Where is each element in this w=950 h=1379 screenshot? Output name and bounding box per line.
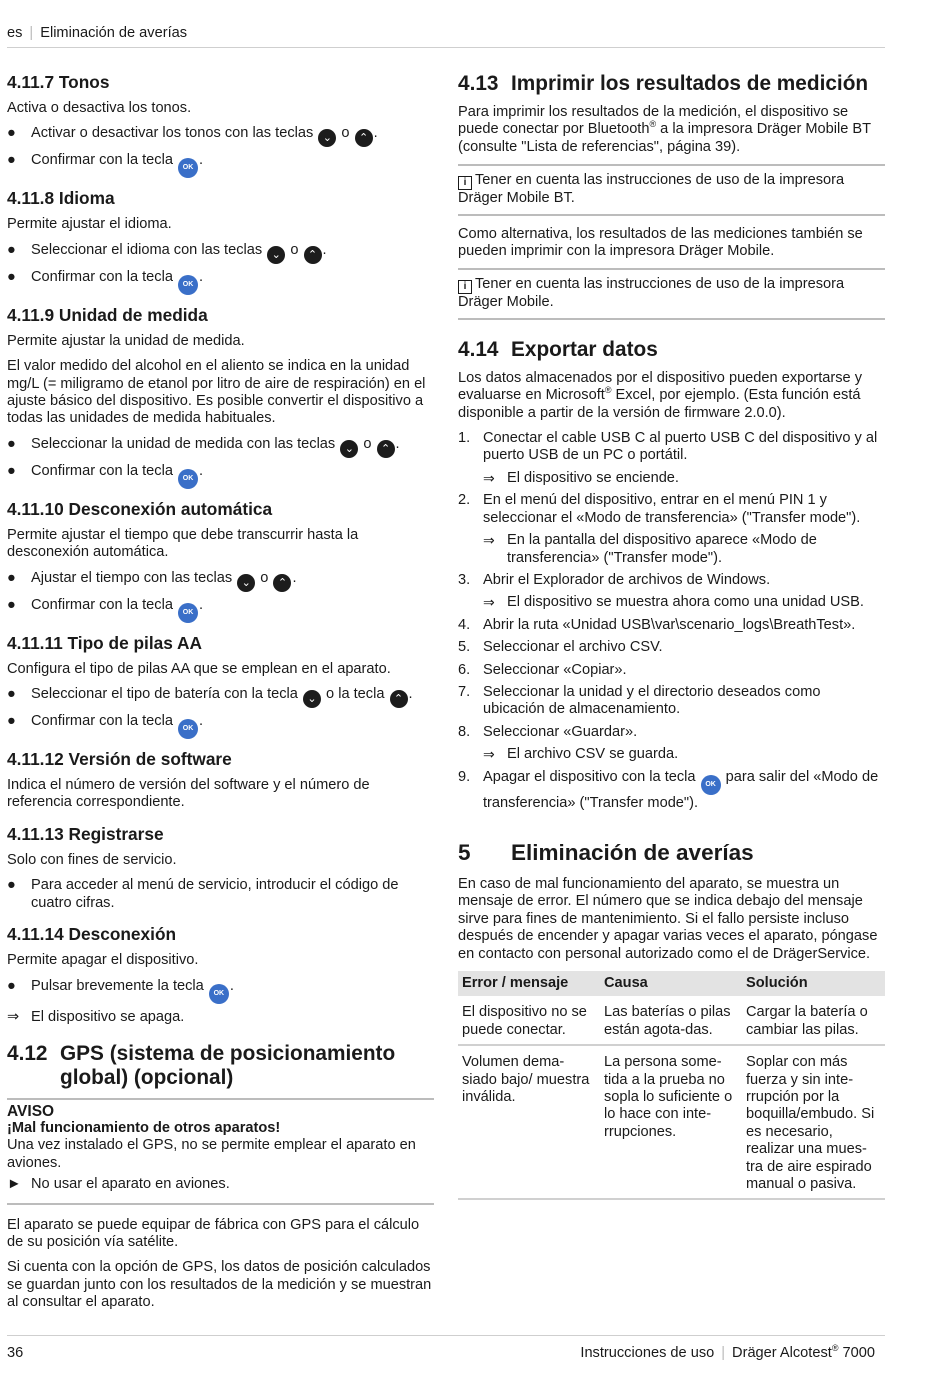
notice-box bbox=[7, 1098, 434, 1205]
page-header bbox=[7, 25, 885, 48]
right-column bbox=[458, 72, 885, 1200]
result-text: El dispositivo se enciende. bbox=[507, 469, 679, 486]
section-4-11-14 bbox=[7, 924, 434, 1026]
arrow-down-key-icon: ⌄ bbox=[340, 440, 358, 458]
info-icon: i bbox=[458, 280, 472, 294]
ok-key-icon: OK bbox=[209, 984, 229, 1004]
step-item bbox=[458, 430, 885, 465]
result-item bbox=[7, 1009, 434, 1026]
table-header-cell: Causa bbox=[600, 971, 742, 996]
section-title: 4.11.9 Unidad de medida bbox=[7, 304, 208, 325]
section-text: Como alternativa, los resultados de las mediciones también se pueden imprimir con la impresora Dräger Mobile. bbox=[458, 225, 863, 260]
bullet-icon: ● bbox=[7, 435, 16, 452]
step-item bbox=[458, 724, 885, 741]
step-text: Apagar el dispositivo con la tecla bbox=[483, 768, 696, 785]
list-item: ● Confirmar con la tecla OK . bbox=[7, 269, 434, 295]
step-item bbox=[458, 492, 885, 527]
section-4-11-12 bbox=[7, 749, 434, 812]
info-icon: i bbox=[458, 176, 472, 190]
step-item bbox=[458, 662, 885, 679]
left-column bbox=[7, 72, 434, 1320]
list-text: Ajustar el tiempo con las teclas bbox=[31, 569, 233, 586]
step-item bbox=[458, 769, 885, 812]
section-title bbox=[7, 1042, 434, 1090]
section-text: Activa o desactiva los tonos. bbox=[7, 100, 192, 116]
arrow-up-key-icon: ⌃ bbox=[355, 129, 373, 147]
step-number: 6. bbox=[458, 661, 471, 678]
arrow-up-key-icon: ⌃ bbox=[273, 574, 291, 592]
header-section: Eliminación de averías bbox=[40, 25, 188, 41]
footer-product: Dräger Alcotest bbox=[732, 1345, 832, 1361]
bullet-icon: ● bbox=[7, 241, 16, 258]
section-4-11-9 bbox=[7, 305, 434, 489]
section-title: 4.11.11 Tipo de pilas AA bbox=[7, 632, 202, 653]
bullet-icon: ● bbox=[7, 596, 16, 613]
bullet-icon: ● bbox=[7, 462, 16, 479]
section-text: Permite ajustar el idioma. bbox=[7, 216, 172, 233]
section-4-11-8 bbox=[7, 188, 434, 294]
list-text: Confirmar con la tecla bbox=[31, 713, 173, 730]
section-title bbox=[458, 72, 885, 96]
arrow-up-key-icon: ⌃ bbox=[390, 690, 408, 708]
arrow-down-key-icon: ⌄ bbox=[303, 690, 321, 708]
arrow-up-key-icon: ⌃ bbox=[304, 246, 322, 264]
arrow-up-key-icon: ⌃ bbox=[377, 440, 395, 458]
list-item: ● Activar o desactivar los tonos con las teclas ⌄ o ⌃ . bbox=[7, 125, 434, 147]
step-number: 7. bbox=[458, 683, 471, 700]
footer-separator: | bbox=[721, 1345, 726, 1361]
step-text: Seleccionar «Guardar». bbox=[483, 723, 638, 740]
section-text: Si cuenta con la opción de GPS, los datos de posición calculados se guardan junto con los resultados de la medición y se muestran al consultar el aparato. bbox=[7, 1259, 432, 1311]
arrow-down-key-icon: ⌄ bbox=[237, 574, 255, 592]
table-header-row bbox=[458, 971, 885, 996]
result-item bbox=[483, 532, 885, 567]
list-text: Seleccionar el idioma con las teclas bbox=[31, 241, 263, 258]
arrow-down-key-icon: ⌄ bbox=[267, 246, 285, 264]
footer-doc bbox=[580, 1345, 875, 1362]
section-text bbox=[458, 370, 885, 422]
table-cell: Cargar la batería o cambiar las pilas. bbox=[742, 996, 885, 1045]
bullet-icon: ● bbox=[7, 569, 16, 586]
list-text: o bbox=[260, 569, 269, 586]
bullet-icon: ● bbox=[7, 713, 16, 730]
section-title-text: GPS (sistema de posicionamiento global) (opcional) bbox=[60, 1041, 396, 1089]
note-text: Tener en cuenta las instrucciones de uso de la impresora Dräger Mobile BT. bbox=[458, 172, 845, 207]
list-text: Seleccionar la unidad de medida con las teclas bbox=[31, 435, 336, 452]
result-arrow-icon: ⇒ bbox=[483, 746, 495, 763]
section-4-13 bbox=[458, 72, 885, 320]
notice-action bbox=[7, 1176, 434, 1193]
section-text: El valor medido del alcohol en el aliento se indica en la unidad mg/L (= miligramo de etanol por litro de aire de respiración) en el ajuste básico del dispositivo. Es posible convertir el dispositivo a todas las unidades de medida habituales. bbox=[7, 358, 426, 427]
page-footer bbox=[7, 1335, 885, 1362]
section-4-12 bbox=[7, 1042, 434, 1312]
bullet-icon: ● bbox=[7, 977, 16, 994]
result-arrow-icon: ⇒ bbox=[483, 532, 495, 549]
step-item bbox=[458, 617, 885, 634]
step-number: 3. bbox=[458, 571, 471, 588]
result-item bbox=[483, 594, 885, 611]
note-box bbox=[458, 166, 885, 213]
list-text: Seleccionar el tipo de batería con la tecla bbox=[31, 686, 298, 703]
list-item bbox=[7, 877, 434, 912]
step-text: Abrir la ruta «Unidad USB\var\scenario_logs\BreathTest». bbox=[483, 616, 856, 633]
step-number: 5. bbox=[458, 639, 471, 656]
list-text: Pulsar brevemente la tecla bbox=[31, 977, 204, 994]
list-item: ● Confirmar con la tecla OK . bbox=[7, 597, 434, 623]
step-text: Seleccionar «Copiar». bbox=[483, 661, 627, 678]
table-cell: La persona some-tida a la prueba no sopla lo suficiente o lo hace con inte-rrupciones. bbox=[600, 1045, 742, 1199]
page-number: 36 bbox=[7, 1345, 24, 1361]
section-text: Configura el tipo de pilas AA que se emplean en el aparato. bbox=[7, 660, 391, 677]
section-4-11-10 bbox=[7, 499, 434, 623]
result-text: El dispositivo se muestra ahora como una unidad USB. bbox=[507, 594, 864, 611]
list-text: Confirmar con la tecla bbox=[31, 596, 173, 613]
section-number: 4.14 bbox=[458, 337, 499, 361]
registered-mark: ® bbox=[649, 119, 657, 130]
step-item bbox=[458, 639, 885, 656]
section-number: 4.12 bbox=[7, 1041, 48, 1065]
footer-doc-type: Instrucciones de uso bbox=[580, 1345, 715, 1361]
table-header-cell: Error / mensaje bbox=[458, 971, 600, 996]
result-text: En la pantalla del dispositivo aparece «Modo de transferencia» ("Transfer mode"). bbox=[507, 532, 817, 566]
table-header-cell: Solución bbox=[742, 971, 885, 996]
list-text: o bbox=[363, 435, 372, 452]
result-arrow-icon: ⇒ bbox=[483, 594, 495, 611]
table-row bbox=[458, 1045, 885, 1199]
result-arrow-icon: ⇒ bbox=[7, 1008, 20, 1025]
section-text: Permite ajustar la unidad de medida. bbox=[7, 332, 245, 349]
result-item bbox=[483, 746, 885, 763]
section-title-text: Imprimir los resultados de medición bbox=[511, 72, 869, 95]
step-number: 9. bbox=[458, 768, 471, 785]
section-4-14 bbox=[458, 338, 885, 812]
table-row bbox=[458, 996, 885, 1045]
registered-mark: ® bbox=[604, 385, 612, 396]
triangle-right-icon: ► bbox=[7, 1176, 22, 1193]
section-text bbox=[458, 104, 885, 156]
list-text: o bbox=[290, 241, 299, 258]
chapter-title-text: Eliminación de averías bbox=[511, 839, 754, 865]
step-text: Seleccionar el archivo CSV. bbox=[483, 639, 663, 656]
notice-heading: ¡Mal funcionamiento de otros aparatos! bbox=[7, 1119, 281, 1136]
bullet-icon: ● bbox=[7, 268, 16, 285]
bullet-icon: ● bbox=[7, 686, 16, 703]
table-cell: Soplar con más fuerza y sin inte-rrupción por la boquilla/embudo. Si es necesario, realizar una mues-tra de aire espirado manual o pasiva. bbox=[742, 1045, 885, 1199]
section-title: 4.11.10 Desconexión automática bbox=[7, 498, 273, 519]
ok-key-icon: OK bbox=[178, 158, 198, 178]
troubleshooting-table bbox=[458, 971, 885, 1200]
list-item: ● Seleccionar el idioma con las teclas ⌄ o ⌃ . bbox=[7, 242, 434, 264]
section-text: Indica el número de versión del software y el número de referencia correspondiente. bbox=[7, 777, 370, 811]
table-cell: Las baterías o pilas están agota-das. bbox=[600, 996, 742, 1045]
table-cell: El dispositivo no se puede conectar. bbox=[458, 996, 600, 1045]
section-title: 4.11.8 Idioma bbox=[7, 188, 115, 209]
arrow-down-key-icon: ⌄ bbox=[318, 129, 336, 147]
step-item bbox=[458, 572, 885, 589]
step-text: Abrir el Explorador de archivos de Windows. bbox=[483, 571, 771, 588]
ok-key-icon: OK bbox=[178, 719, 198, 739]
divider bbox=[458, 318, 885, 320]
steps-list bbox=[458, 430, 885, 764]
step-number: 4. bbox=[458, 616, 471, 633]
list-item: ● Seleccionar la unidad de medida con las teclas ⌄ o ⌃ . bbox=[7, 436, 434, 458]
section-title: 4.11.12 Versión de software bbox=[7, 749, 232, 770]
section-4-11-7 bbox=[7, 72, 434, 178]
footer-product-model: 7000 bbox=[842, 1345, 875, 1361]
bullet-icon: ● bbox=[7, 125, 16, 142]
list-text: o la tecla bbox=[326, 686, 385, 703]
result-text: El archivo CSV se guarda. bbox=[507, 746, 679, 763]
step-text: Conectar el cable USB C al puerto USB C del dispositivo y al puerto USB de un PC o portátil. bbox=[483, 430, 878, 464]
divider bbox=[458, 214, 885, 216]
chapter-title bbox=[458, 840, 885, 866]
section-title bbox=[458, 338, 885, 362]
ok-key-icon: OK bbox=[701, 775, 721, 795]
section-4-11-11 bbox=[7, 633, 434, 739]
result-item bbox=[483, 470, 885, 487]
list-item: ● Pulsar brevemente la tecla OK . bbox=[7, 978, 434, 1004]
table-cell: Volumen dema-siado bajo/ muestra inválida. bbox=[458, 1045, 600, 1199]
registered-mark: ® bbox=[831, 1343, 839, 1354]
list-text: Confirmar con la tecla bbox=[31, 268, 173, 285]
list-text: Para acceder al menú de servicio, introducir el código de cuatro cifras. bbox=[31, 877, 399, 911]
list-text: Activar o desactivar los tonos con las teclas bbox=[31, 125, 314, 142]
step-text: En el menú del dispositivo, entrar en el menú PIN 1 y seleccionar el «Modo de transferencia» ("Transfer mode"). bbox=[483, 492, 861, 526]
section-title-text: Exportar datos bbox=[511, 337, 658, 361]
section-4-11-13 bbox=[7, 824, 434, 912]
step-text: para salir del «Modo de transferencia» ("Transfer mode"). bbox=[483, 768, 879, 811]
section-title: 4.11.14 Desconexión bbox=[7, 924, 177, 945]
note-box bbox=[458, 270, 885, 317]
list-text: Confirmar con la tecla bbox=[31, 152, 173, 169]
list-item: ● Confirmar con la tecla OK . bbox=[7, 463, 434, 489]
result-arrow-icon: ⇒ bbox=[483, 469, 495, 486]
section-text: En caso de mal funcionamiento del aparato, se muestra un mensaje de error. El número que se indica debajo del mensaje sirve para fines de mantenimiento. Si el fallo persiste incluso después de encender y apagar varias veces el aparato, póngase en contacto con personal autorizado como el de DrägerService. bbox=[458, 875, 878, 962]
list-item: ● Confirmar con la tecla OK . bbox=[7, 713, 434, 739]
section-text: El aparato se puede equipar de fábrica con GPS para el cálculo de su posición vía satélite. bbox=[7, 1216, 420, 1250]
list-item: ● Confirmar con la tecla OK . bbox=[7, 152, 434, 178]
header-lang: es bbox=[7, 25, 23, 41]
notice-title: AVISO bbox=[7, 1102, 55, 1120]
text-part: Excel, por ejemplo. (Esta función está disponible a partir de la versión de firmware 2.0.0). bbox=[458, 387, 861, 421]
step-number: 8. bbox=[458, 723, 471, 740]
step-item bbox=[458, 684, 885, 719]
step-text: Seleccionar la unidad y el directorio deseados como ubicación de almacenamiento. bbox=[483, 683, 821, 718]
ok-key-icon: OK bbox=[178, 603, 198, 623]
step-number: 2. bbox=[458, 492, 471, 509]
header-separator: | bbox=[29, 25, 34, 41]
result-text: El dispositivo se apaga. bbox=[31, 1008, 185, 1025]
text-part: Los datos almacenados por el dispositivo pueden exportarse y evaluarse en Microsoft bbox=[458, 369, 863, 404]
text-part: a la impresora Dräger Mobile BT (consulte "Lista de referencias", página 39). bbox=[458, 121, 871, 155]
ok-key-icon: OK bbox=[178, 469, 198, 489]
ok-key-icon: OK bbox=[178, 275, 198, 295]
section-number: 4.13 bbox=[458, 72, 499, 95]
notice-text: Una vez instalado el GPS, no se permite emplear el aparato en aviones. bbox=[7, 1137, 416, 1171]
section-text: Permite ajustar el tiempo que debe transcurrir hasta la desconexión automática. bbox=[7, 526, 359, 561]
note-text: Tener en cuenta las instrucciones de uso de la impresora Dräger Mobile. bbox=[458, 276, 845, 311]
step-number: 1. bbox=[458, 430, 471, 447]
list-item: ● Ajustar el tiempo con las teclas ⌄ o ⌃ . bbox=[7, 570, 434, 592]
notice-action-text: No usar el aparato en aviones. bbox=[31, 1176, 230, 1193]
text-part: Para imprimir los resultados de la medición, el dispositivo se puede conectar por Bluetooth bbox=[458, 104, 849, 138]
bullet-icon: ● bbox=[7, 877, 16, 894]
bullet-icon: ● bbox=[7, 152, 16, 169]
section-text: Permite apagar el dispositivo. bbox=[7, 952, 199, 969]
section-text: Solo con fines de servicio. bbox=[7, 851, 177, 868]
list-text: Confirmar con la tecla bbox=[31, 462, 173, 479]
list-item: ● Seleccionar el tipo de batería con la tecla ⌄ o la tecla ⌃ . bbox=[7, 686, 434, 708]
section-title: 4.11.7 Tonos bbox=[7, 72, 110, 92]
chapter-number: 5 bbox=[458, 839, 471, 865]
section-5 bbox=[458, 840, 885, 1201]
list-text: o bbox=[341, 125, 350, 142]
section-title: 4.11.13 Registrarse bbox=[7, 823, 164, 844]
